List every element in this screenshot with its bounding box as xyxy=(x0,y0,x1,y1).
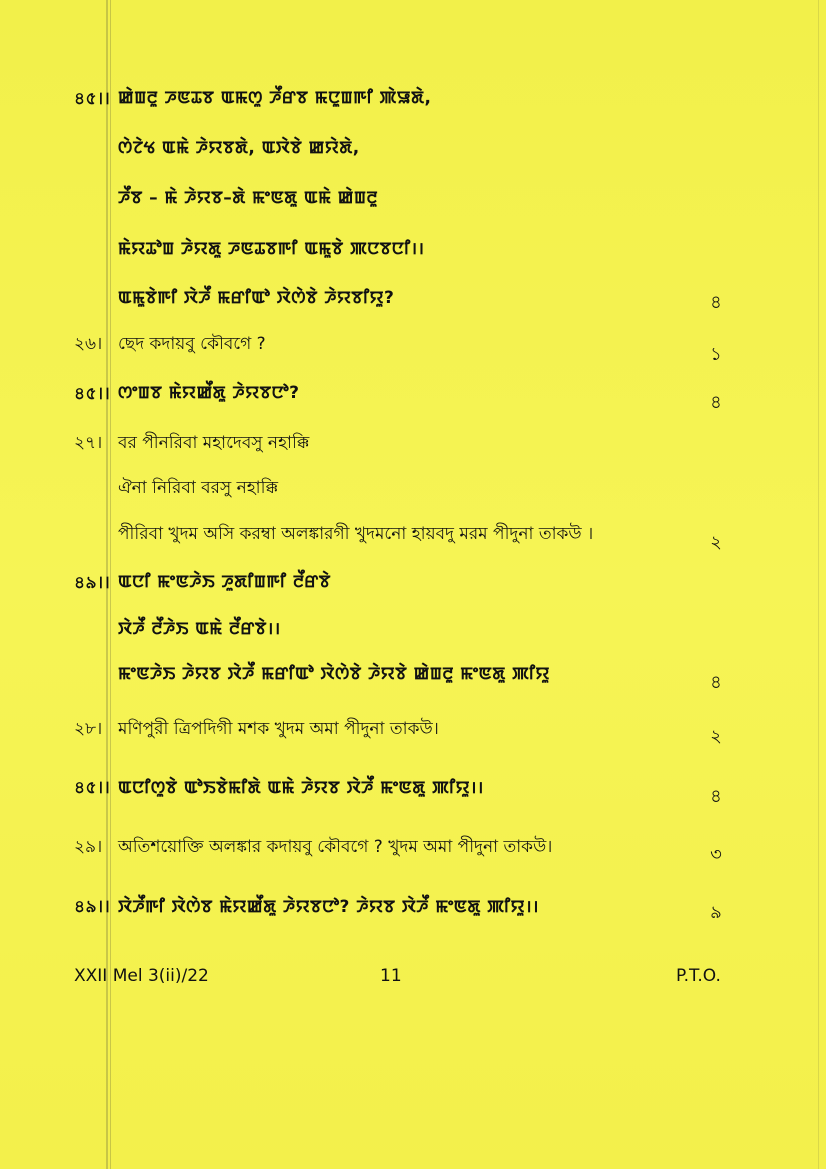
question-number: ২৬। xyxy=(74,334,103,354)
paper-code: XXII Mel 3(ii)/22 xyxy=(74,966,209,986)
question-number: ৪৯।। xyxy=(74,897,111,917)
question-line: ꯃꯦꯟꯍꯥꯏ ꯍꯥꯌꯕ ꯋꯥꯍꯩ ꯃꯔꯤꯑꯣ ꯋꯥꯁꯥꯕꯥ ꯍꯥꯌꯕꯥ ꯀꯥꯡꯂꯨ ꯃꯦꯟꯗꯨ ꯄꯤꯌꯨ xyxy=(118,664,550,684)
question-line: ꯍꯩꯕ – ꯃꯥ ꯍꯥꯌꯕ–ꯗꯥ ꯃꯦꯟꯗꯨ ꯑꯃꯥ ꯀꯥꯡꯂꯨ xyxy=(118,188,378,208)
question-text: ছেদ কদায়বু কৌবগে ? xyxy=(118,334,266,354)
question-text: অতিশয়োক্তি অলঙ্কার কদায়বু কৌবগে ? খুদম অমা পীদুনা তাকউ। xyxy=(118,837,553,857)
marks: ৪ xyxy=(710,392,722,413)
question-text: ꯑꯅꯤꯁꯨꯕꯥ ꯑꯣꯏꯕꯥꯃꯤꯗꯥ ꯑꯃꯥ ꯍꯥꯌꯕ ꯋꯥꯍꯩ ꯃꯦꯟꯗꯨ ꯄꯤꯌꯨ।। xyxy=(118,778,484,798)
question-line: ꯁꯥꯖꯥꯠ ꯑꯃꯥ ꯍꯥꯌꯕꯗꯥ, ꯑꯋꯥꯕꯥ ꯀꯌꯥꯗꯥ, xyxy=(118,138,360,158)
question-line: ꯑꯅꯤ ꯃꯦꯟꯍꯥꯏ ꯍꯨꯗꯤꯡꯒꯤ ꯂꯩꯔꯕꯥ xyxy=(118,572,331,592)
marks: ৯ xyxy=(710,902,722,923)
question-line: পীরিবা খুদম অসি করম্বা অলঙ্কারগী খুদমনো হায়বদু মরম পীদুনা তাকউ । xyxy=(118,524,594,544)
question-number: ৪৫।। xyxy=(74,384,111,404)
marks: ৩ xyxy=(710,844,722,865)
marks: ২ xyxy=(710,532,722,553)
question-number: ২৯। xyxy=(74,837,103,857)
question-line: ꯀꯥꯡꯂꯨ ꯍꯟꯊꯕ ꯑꯃꯁꯨ ꯍꯩꯔꯕ ꯃꯅꯨꯡꯒꯤ ꯄꯥꯎꯗꯥ, xyxy=(118,88,432,108)
question-number: ২৭। xyxy=(74,433,103,453)
question-line: বর পীনরিবা মহাদেবসু নহাক্কি xyxy=(118,433,310,453)
right-margin-line xyxy=(818,0,819,1169)
marks: ১ xyxy=(710,344,722,365)
question-number: ৪৫।। xyxy=(74,778,111,798)
question-number: ৪৫।। xyxy=(74,89,111,109)
question-line: ঐনা নিরিবা বরসু নহাক্কি xyxy=(118,478,278,498)
marks: ৪ xyxy=(710,292,722,313)
question-text: ꯋꯥꯍꯩꯒꯤ ꯋꯥꯁꯥꯕ ꯃꯥꯌꯀꯩꯗꯨ ꯍꯥꯌꯕꯅꯣ? ꯍꯥꯌꯕ ꯋꯥꯍꯩ ꯃꯦꯟꯗꯨ ꯄꯤꯌꯨ।। xyxy=(118,897,539,917)
question-line: ꯃꯥꯌꯊꯣꯡ ꯍꯥꯌꯗꯨ ꯍꯟꯊꯕꯒꯤ ꯑꯃꯨꯕꯥ ꯄꯅꯕꯅꯤ।। xyxy=(118,239,425,259)
marks: ৪ xyxy=(710,786,722,807)
question-number: ৪৯।। xyxy=(74,573,111,593)
page-number: 11 xyxy=(380,966,402,986)
question-line: ꯋꯥꯍꯩ ꯂꯩꯍꯥꯏ ꯑꯃꯥ ꯂꯩꯔꯕꯥ।। xyxy=(118,619,281,639)
question-number: ২৮। xyxy=(74,719,103,739)
question-text: মণিপুরী ত্রিপদিগী মশক খুদম অমা পীদুনা তাকউ। xyxy=(118,719,439,739)
marks: ২ xyxy=(710,726,722,747)
pto-label: P.T.O. xyxy=(676,966,721,986)
question-text: ꯁꯦꯡꯕ ꯃꯥꯌꯀꯩꯗꯨ ꯍꯥꯌꯕꯅꯣ? xyxy=(118,383,300,403)
marks: ৪ xyxy=(710,672,722,693)
question-line: ꯑꯃꯨꯕꯥꯒꯤ ꯋꯥꯍꯩ ꯃꯔꯤꯑꯣ ꯋꯥꯁꯥꯕꯥ ꯍꯥꯌꯕꯤꯌꯨ? xyxy=(118,288,395,308)
